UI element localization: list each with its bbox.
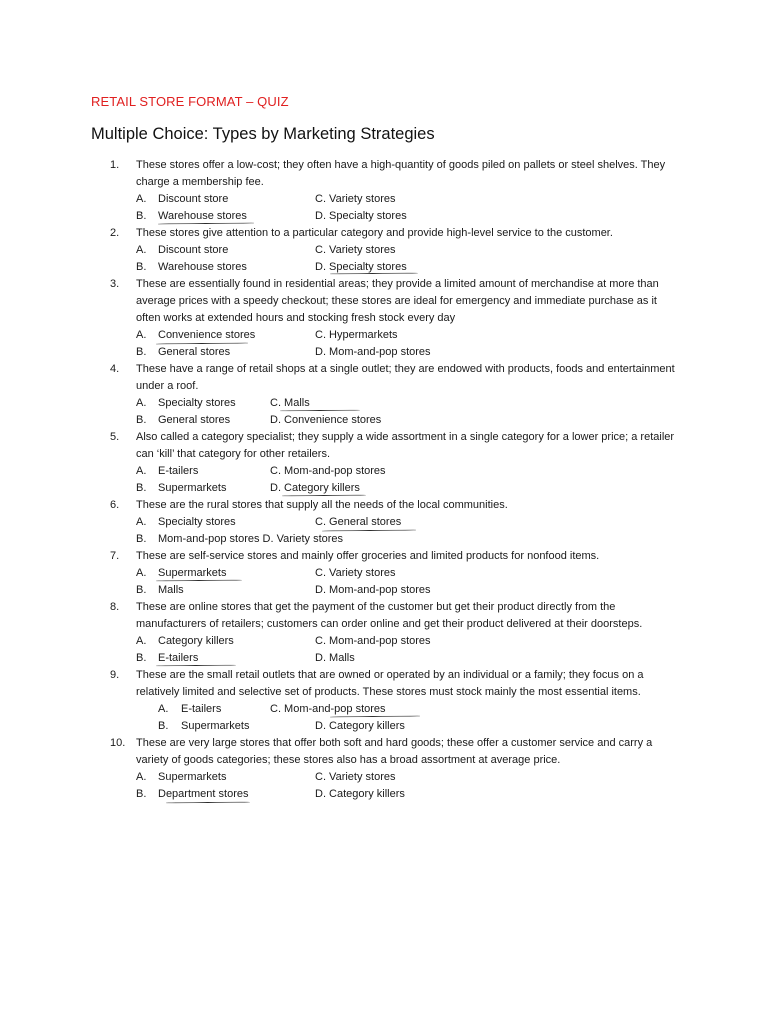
option-letter: A. [136, 329, 147, 341]
option-row [0, 582, 768, 599]
option-row [0, 769, 768, 786]
question-3 [0, 276, 768, 361]
question-text: These are the small retail outlets that are owned or operated by an individual or a family; they focus on a relatively limited and selective set of products. These stores must stock mainly the most essential items. [136, 669, 644, 698]
question-number: 6. [110, 499, 120, 511]
option-letter: B. [136, 584, 147, 596]
option-letter: A. [136, 397, 147, 409]
option-a: Supermarkets [158, 771, 227, 783]
option-row [0, 259, 768, 276]
option-letter: B. [136, 210, 147, 222]
option-a: E-tailers [158, 465, 199, 477]
question-number: 5. [110, 431, 120, 443]
option-letter: A. [136, 244, 147, 256]
option-b: Supermarkets [158, 482, 227, 494]
option-letter: B. [136, 482, 147, 494]
option-letter: A. [136, 465, 147, 477]
option-row [0, 514, 768, 531]
question-number: 3. [110, 278, 120, 290]
option-c: C. Mom-and-pop stores [315, 635, 431, 647]
option-c: C. General stores [315, 516, 402, 528]
question-number: 7. [110, 550, 120, 562]
option-c: C. Variety stores [315, 771, 396, 783]
question-text: These are online stores that get the payment of the customer but get their product directly from the manufacturers of retailers; customers can order online and get their product delivered at their doorsteps. [136, 601, 643, 630]
option-letter: A. [136, 193, 147, 205]
option-a: Convenience stores [158, 329, 256, 341]
option-row [0, 633, 768, 650]
question-text: These have a range of retail shops at a single outlet; they are endowed with products, foods and entertainment under a roof. [136, 363, 675, 392]
question-2 [0, 225, 768, 276]
option-row [0, 395, 768, 412]
option-letter: B. [136, 346, 147, 358]
option-b: Warehouse stores [158, 210, 247, 222]
option-d: D. Specialty stores [315, 261, 407, 273]
option-row [0, 480, 768, 497]
question-8 [0, 599, 768, 667]
question-text: These are self-service stores and mainly offer groceries and limited products for nonfood items. [136, 550, 600, 562]
question-number: 1. [110, 159, 120, 171]
option-d: D. Malls [315, 652, 355, 664]
option-a: Specialty stores [158, 397, 236, 409]
option-letter: B. [136, 788, 147, 800]
question-number: 9. [110, 669, 120, 681]
question-number: 4. [110, 363, 120, 375]
option-b: General stores [158, 346, 231, 358]
question-text: Also called a category specialist; they supply a wide assortment in a single category for a lower price; a retailer can ‘kill’ that category for other retailers. [136, 431, 675, 460]
question-9 [0, 667, 768, 735]
quiz-title: RETAIL STORE FORMAT – QUIZ [91, 94, 289, 109]
option-row [0, 701, 768, 718]
option-letter: B. [136, 261, 147, 273]
option-a: Category killers [158, 635, 234, 647]
option-b: General stores [158, 414, 231, 426]
option-row [0, 463, 768, 480]
question-text: These are essentially found in residential areas; they provide a limited amount of merchandise at more than average prices with a speedy checkout; these stores are ideal for emergency and immediate purchase as it often works at extended hours and stocking fresh stock every day [136, 278, 659, 324]
option-d: D. Category killers [270, 482, 360, 494]
option-row [0, 327, 768, 344]
option-d: D. Category killers [315, 720, 405, 732]
question-text: These are very large stores that offer both soft and hard goods; these offer a customer service and carry a variety of goods categories; these stores also has a broad assortment at average price. [136, 737, 653, 766]
option-letter: B. [136, 652, 147, 664]
option-a: Discount store [158, 193, 229, 205]
question-number: 10. [110, 737, 126, 749]
question-text: These are the rural stores that supply all the needs of the local communities. [136, 499, 508, 511]
option-c: C. Malls [270, 397, 310, 409]
quiz-subtitle: Multiple Choice: Types by Marketing Strategies [91, 125, 435, 143]
option-b: E-tailers [158, 652, 199, 664]
option-c: C. Mom-and-pop stores [270, 703, 386, 715]
option-row [0, 650, 768, 667]
option-b: Malls [158, 584, 184, 596]
question-1 [0, 157, 768, 225]
question-text: These stores give attention to a particular category and provide high-level service to the customer. [136, 227, 613, 239]
option-row [0, 531, 768, 548]
option-b: Supermarkets [181, 720, 250, 732]
question-5 [0, 429, 768, 497]
question-10 [0, 735, 768, 803]
option-d: D. Specialty stores [315, 210, 407, 222]
question-7 [0, 548, 768, 599]
option-letter: A. [158, 703, 169, 715]
option-row [0, 242, 768, 259]
option-letter: A. [136, 516, 147, 528]
option-letter: A. [136, 771, 147, 783]
option-d: D. Mom-and-pop stores [315, 346, 431, 358]
option-d: D. Convenience stores [270, 414, 382, 426]
question-4 [0, 361, 768, 429]
option-a: E-tailers [181, 703, 222, 715]
option-letter: A. [136, 635, 147, 647]
question-number: 2. [110, 227, 120, 239]
option-c: C. Mom-and-pop stores [270, 465, 386, 477]
option-row [0, 565, 768, 582]
option-letter: B. [136, 533, 147, 545]
option-a: Discount store [158, 244, 229, 256]
option-row [0, 344, 768, 361]
option-row [0, 191, 768, 208]
option-row [0, 208, 768, 225]
option-c: C. Variety stores [315, 567, 396, 579]
option-c: C. Hypermarkets [315, 329, 398, 341]
option-letter: B. [158, 720, 169, 732]
question-list [0, 157, 768, 803]
option-a: Specialty stores [158, 516, 236, 528]
option-row [0, 786, 768, 803]
question-text: These stores offer a low-cost; they often have a high-quantity of goods piled on pallets or steel shelves. They charge a membership fee. [136, 159, 666, 188]
option-c: C. Variety stores [315, 193, 396, 205]
option-letter: B. [136, 414, 147, 426]
question-6 [0, 497, 768, 548]
option-row [0, 718, 768, 735]
option-c: C. Variety stores [315, 244, 396, 256]
option-b: Warehouse stores [158, 261, 247, 273]
option-d: D. Category killers [315, 788, 405, 800]
option-d: D. Mom-and-pop stores [315, 584, 431, 596]
option-row [0, 412, 768, 429]
option-letter: A. [136, 567, 147, 579]
option-a: Supermarkets [158, 567, 227, 579]
question-number: 8. [110, 601, 120, 613]
option-b-and-d: Mom-and-pop stores D. Variety stores [158, 533, 344, 545]
option-b: Department stores [158, 788, 249, 800]
